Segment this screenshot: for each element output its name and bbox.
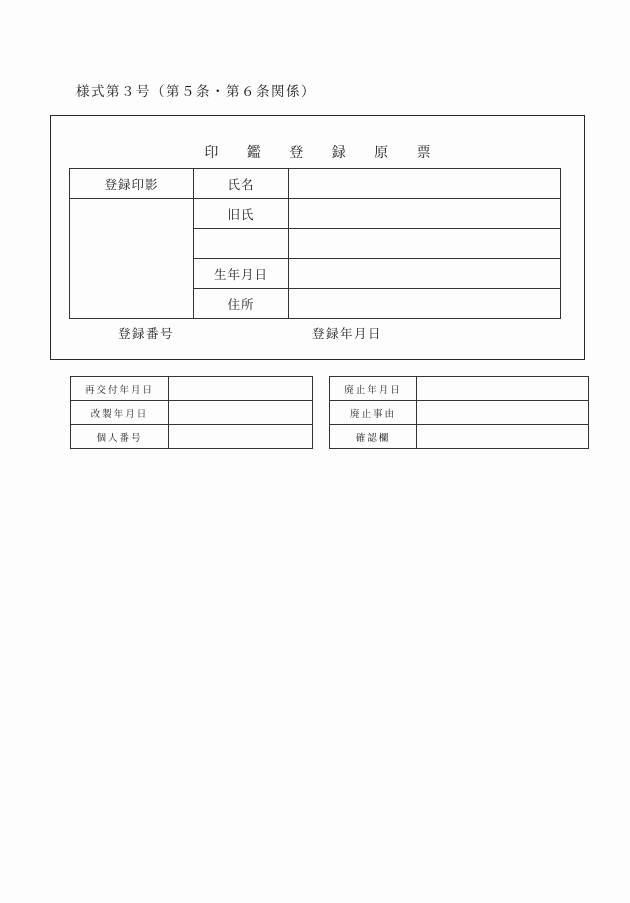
table-row xyxy=(71,377,313,401)
table-row xyxy=(70,199,561,229)
seal-impression-area[interactable] xyxy=(70,199,194,319)
abolition-reason-label: 廃止事由 xyxy=(330,401,417,425)
birthdate-label: 生年月日 xyxy=(194,259,289,289)
revision-date-field[interactable] xyxy=(169,401,313,425)
abolition-table xyxy=(329,376,589,449)
registration-form-frame xyxy=(50,115,585,360)
blank-label xyxy=(194,229,289,259)
table-row xyxy=(330,401,589,425)
former-surname-label: 旧氏 xyxy=(194,199,289,229)
reissue-date-label: 再交付年月日 xyxy=(71,377,169,401)
table-row xyxy=(71,425,313,449)
address-field[interactable] xyxy=(289,289,561,319)
registration-number-label: 登録番号 xyxy=(118,326,175,341)
form-title: 印 鑑 登 録 原 票 xyxy=(204,145,443,161)
personal-number-label: 個人番号 xyxy=(71,425,169,449)
revision-date-label: 改製年月日 xyxy=(71,401,169,425)
name-field[interactable] xyxy=(289,169,561,199)
confirmation-field[interactable] xyxy=(417,425,589,449)
table-row xyxy=(330,377,589,401)
abolition-date-field[interactable] xyxy=(417,377,589,401)
reissue-date-field[interactable] xyxy=(169,377,313,401)
table-row xyxy=(330,425,589,449)
table-row xyxy=(71,401,313,425)
personal-number-field[interactable] xyxy=(169,425,313,449)
form-number-heading: 様式第３号（第５条・第６条関係） xyxy=(76,84,316,100)
seal-label: 登録印影 xyxy=(70,169,194,199)
address-label: 住所 xyxy=(194,289,289,319)
abolition-date-label: 廃止年月日 xyxy=(330,377,417,401)
abolition-reason-field[interactable] xyxy=(417,401,589,425)
name-label: 氏名 xyxy=(194,169,289,199)
reissue-table xyxy=(70,376,313,449)
registration-date-label: 登録年月日 xyxy=(312,326,383,341)
confirmation-label: 確認欄 xyxy=(330,425,417,449)
former-surname-field[interactable] xyxy=(289,199,561,229)
registration-table xyxy=(69,168,561,319)
table-row xyxy=(70,169,561,199)
birthdate-field[interactable] xyxy=(289,259,561,289)
blank-field[interactable] xyxy=(289,229,561,259)
